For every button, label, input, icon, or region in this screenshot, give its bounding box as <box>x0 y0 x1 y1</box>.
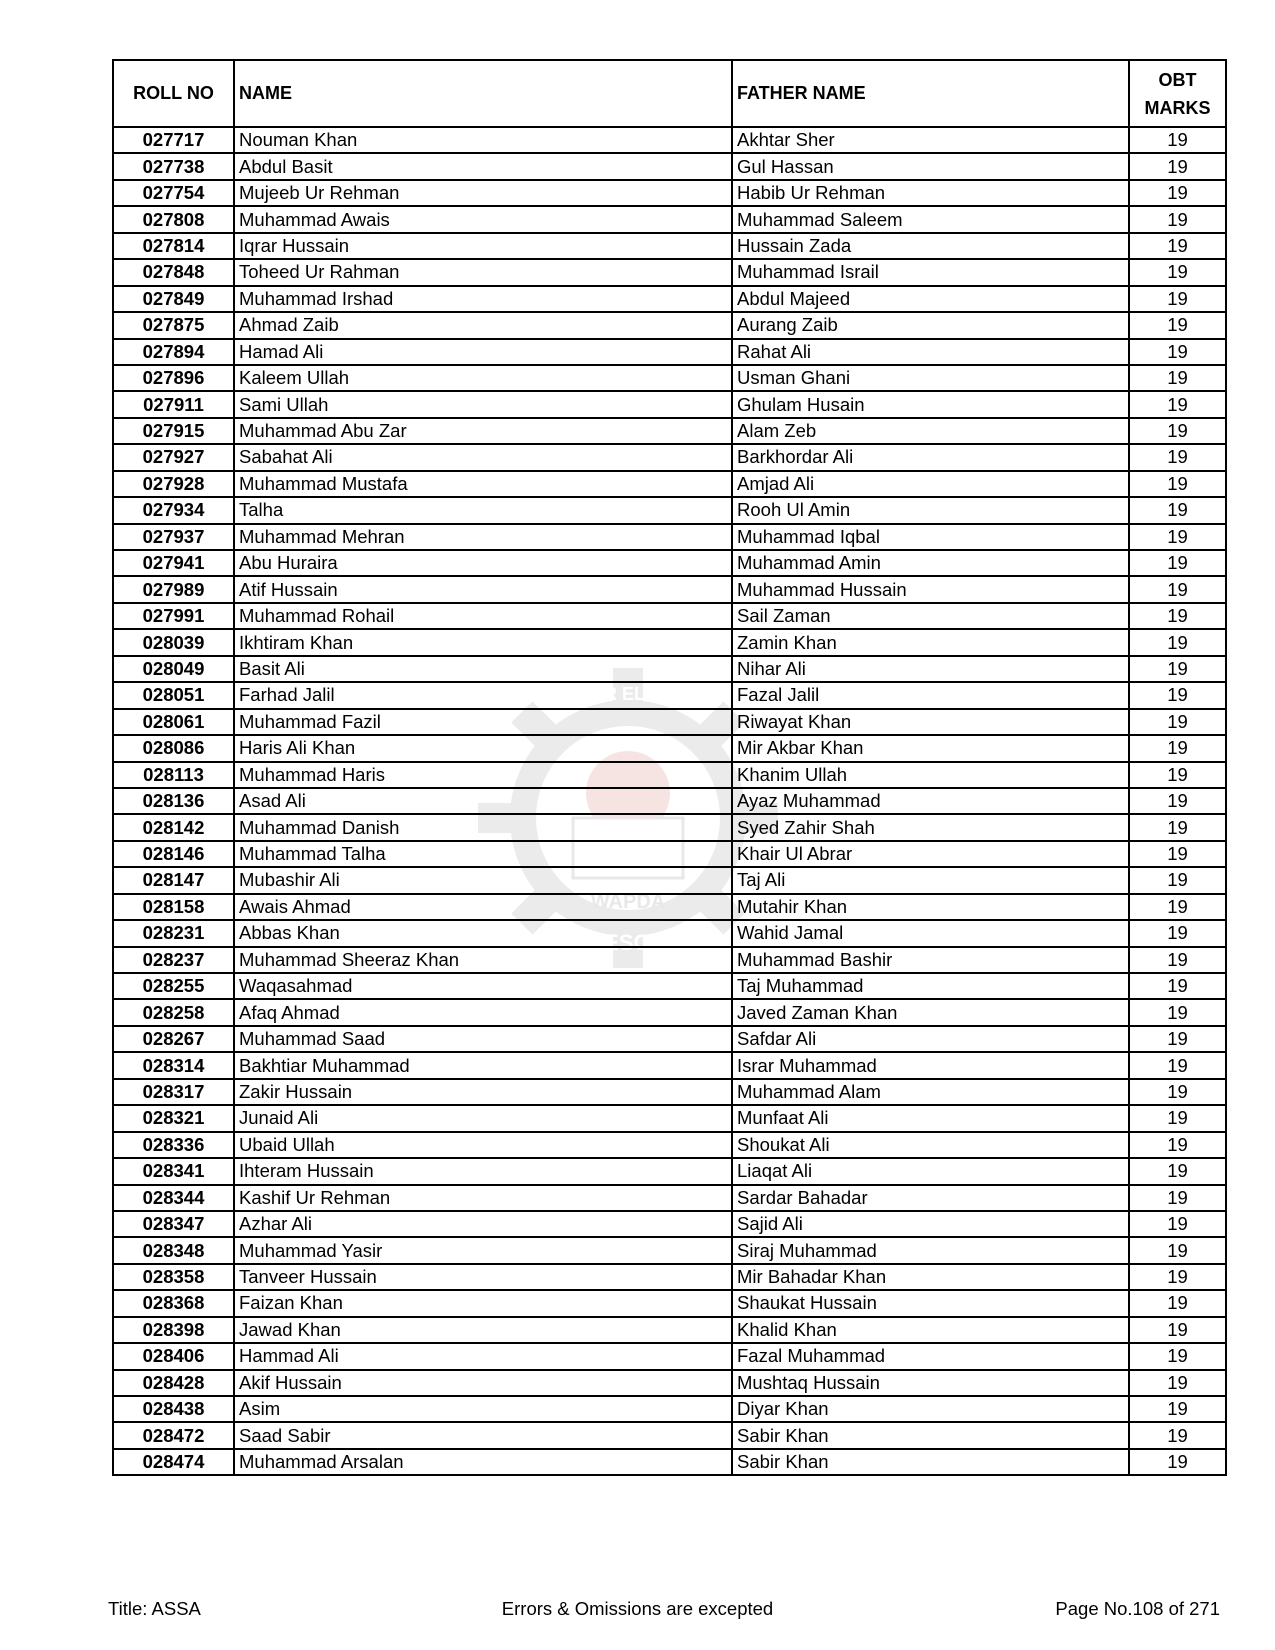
cell-name: Kashif Ur Rehman <box>234 1185 732 1211</box>
cell-roll-no: 028255 <box>113 973 234 999</box>
cell-obt-marks: 19 <box>1129 1185 1226 1211</box>
results-table <box>112 59 1227 1476</box>
table-row <box>113 471 1226 497</box>
cell-roll-no: 027717 <box>113 127 234 153</box>
cell-father-name: Munfaat Ali <box>732 1105 1129 1131</box>
cell-father-name: Rooh Ul Amin <box>732 497 1129 523</box>
header-obt-line1: OBT <box>1158 69 1197 90</box>
table-row <box>113 1132 1226 1158</box>
table-row <box>113 312 1226 338</box>
cell-father-name: Taj Muhammad <box>732 973 1129 999</box>
cell-obt-marks: 19 <box>1129 1052 1226 1078</box>
table-row <box>113 1343 1226 1369</box>
cell-obt-marks: 19 <box>1129 153 1226 179</box>
table-row <box>113 339 1226 365</box>
cell-roll-no: 028344 <box>113 1185 234 1211</box>
cell-father-name: Muhammad Alam <box>732 1079 1129 1105</box>
cell-name: Basit Ali <box>234 656 732 682</box>
cell-name: Waqasahmad <box>234 973 732 999</box>
cell-roll-no: 028321 <box>113 1105 234 1131</box>
cell-obt-marks: 19 <box>1129 1132 1226 1158</box>
cell-obt-marks: 19 <box>1129 206 1226 232</box>
table-row <box>113 1185 1226 1211</box>
cell-father-name: Ayaz Muhammad <box>732 788 1129 814</box>
table-row <box>113 682 1226 708</box>
cell-father-name: Abdul Majeed <box>732 286 1129 312</box>
cell-roll-no: 028474 <box>113 1449 234 1475</box>
cell-father-name: Wahid Jamal <box>732 920 1129 946</box>
cell-obt-marks: 19 <box>1129 1105 1226 1131</box>
table-row <box>113 814 1226 840</box>
cell-roll-no: 027875 <box>113 312 234 338</box>
cell-roll-no: 028146 <box>113 841 234 867</box>
cell-obt-marks: 19 <box>1129 180 1226 206</box>
cell-roll-no: 027754 <box>113 180 234 206</box>
cell-name: Abdul Basit <box>234 153 732 179</box>
cell-roll-no: 027941 <box>113 550 234 576</box>
table-row <box>113 1158 1226 1184</box>
cell-father-name: Sabir Khan <box>732 1449 1129 1475</box>
header-obt-line2: MARKS <box>1144 97 1211 118</box>
cell-roll-no: 027915 <box>113 418 234 444</box>
cell-roll-no: 028341 <box>113 1158 234 1184</box>
header-father-name: FATHER NAME <box>732 60 1129 127</box>
table-row <box>113 1237 1226 1263</box>
table-row <box>113 973 1226 999</box>
cell-roll-no: 028158 <box>113 894 234 920</box>
table-row <box>113 444 1226 470</box>
cell-name: Hammad Ali <box>234 1343 732 1369</box>
table-row <box>113 1052 1226 1078</box>
table-row <box>113 391 1226 417</box>
cell-obt-marks: 19 <box>1129 894 1226 920</box>
watermark-bottom-text: PESCO <box>589 930 667 955</box>
cell-name: Muhammad Fazil <box>234 709 732 735</box>
cell-name: Ahmad Zaib <box>234 312 732 338</box>
cell-name: Muhammad Abu Zar <box>234 418 732 444</box>
cell-name: Muhammad Irshad <box>234 286 732 312</box>
cell-name: Faizan Khan <box>234 1290 732 1316</box>
cell-father-name: Mushtaq Hussain <box>732 1370 1129 1396</box>
table-row <box>113 497 1226 523</box>
cell-name: Muhammad Sheeraz Khan <box>234 947 732 973</box>
table-row <box>113 1290 1226 1316</box>
cell-name: Muhammad Saad <box>234 1026 732 1052</box>
cell-name: Nouman Khan <box>234 127 732 153</box>
cell-father-name: Amjad Ali <box>732 471 1129 497</box>
cell-father-name: Usman Ghani <box>732 365 1129 391</box>
cell-obt-marks: 19 <box>1129 1370 1226 1396</box>
cell-name: Ubaid Ullah <box>234 1132 732 1158</box>
cell-roll-no: 028142 <box>113 814 234 840</box>
cell-name: Iqrar Hussain <box>234 233 732 259</box>
cell-name: Muhammad Rohail <box>234 603 732 629</box>
cell-father-name: Muhammad Bashir <box>732 947 1129 973</box>
table-row <box>113 841 1226 867</box>
cell-name: Awais Ahmad <box>234 894 732 920</box>
table-row <box>113 418 1226 444</box>
cell-name: Muhammad Yasir <box>234 1237 732 1263</box>
cell-obt-marks: 19 <box>1129 1237 1226 1263</box>
table-row <box>113 550 1226 576</box>
cell-father-name: Shoukat Ali <box>732 1132 1129 1158</box>
cell-obt-marks: 19 <box>1129 1343 1226 1369</box>
table-row <box>113 1026 1226 1052</box>
cell-name: Tanveer Hussain <box>234 1264 732 1290</box>
cell-father-name: Mir Akbar Khan <box>732 735 1129 761</box>
cell-roll-no: 027894 <box>113 339 234 365</box>
cell-father-name: Muhammad Saleem <box>732 206 1129 232</box>
cell-roll-no: 027738 <box>113 153 234 179</box>
cell-roll-no: 028336 <box>113 1132 234 1158</box>
cell-obt-marks: 19 <box>1129 127 1226 153</box>
cell-obt-marks: 19 <box>1129 841 1226 867</box>
cell-roll-no: 028358 <box>113 1264 234 1290</box>
cell-name: Mujeeb Ur Rehman <box>234 180 732 206</box>
table-row <box>113 233 1226 259</box>
table-row <box>113 153 1226 179</box>
cell-obt-marks: 19 <box>1129 1317 1226 1343</box>
cell-roll-no: 027849 <box>113 286 234 312</box>
cell-obt-marks: 19 <box>1129 1158 1226 1184</box>
table-body <box>113 127 1226 1475</box>
table-row <box>113 524 1226 550</box>
cell-father-name: Siraj Muhammad <box>732 1237 1129 1263</box>
cell-roll-no: 028039 <box>113 629 234 655</box>
cell-name: Hamad Ali <box>234 339 732 365</box>
cell-obt-marks: 19 <box>1129 444 1226 470</box>
cell-father-name: Ghulam Husain <box>732 391 1129 417</box>
footer-title: Title: ASSA <box>108 1598 201 1619</box>
table-row <box>113 629 1226 655</box>
cell-name: Zakir Hussain <box>234 1079 732 1105</box>
cell-obt-marks: 19 <box>1129 339 1226 365</box>
cell-name: Atif Hussain <box>234 576 732 602</box>
table-row <box>113 206 1226 232</box>
cell-name: Sabahat Ali <box>234 444 732 470</box>
cell-name: Abbas Khan <box>234 920 732 946</box>
cell-father-name: Sail Zaman <box>732 603 1129 629</box>
cell-roll-no: 028049 <box>113 656 234 682</box>
cell-obt-marks: 19 <box>1129 365 1226 391</box>
table-row <box>113 1449 1226 1475</box>
cell-father-name: Diyar Khan <box>732 1396 1129 1422</box>
cell-name: Saad Sabir <box>234 1422 732 1448</box>
footer-page-number: Page No.108 of 271 <box>1055 1598 1220 1619</box>
footer-disclaimer: Errors & Omissions are excepted <box>501 1598 774 1619</box>
cell-father-name: Syed Zahir Shah <box>732 814 1129 840</box>
cell-father-name: Akhtar Sher <box>732 127 1129 153</box>
cell-roll-no: 028406 <box>113 1343 234 1369</box>
table-row <box>113 127 1226 153</box>
cell-name: Haris Ali Khan <box>234 735 732 761</box>
cell-obt-marks: 19 <box>1129 1290 1226 1316</box>
table-row <box>113 920 1226 946</box>
cell-name: Asad Ali <box>234 788 732 814</box>
cell-roll-no: 028317 <box>113 1079 234 1105</box>
cell-obt-marks: 19 <box>1129 1396 1226 1422</box>
watermark-top-text: PESHAWAR ELECTRIC SU <box>513 684 743 704</box>
cell-roll-no: 027808 <box>113 206 234 232</box>
cell-name: Jawad Khan <box>234 1317 732 1343</box>
cell-roll-no: 027991 <box>113 603 234 629</box>
cell-father-name: Fazal Muhammad <box>732 1343 1129 1369</box>
cell-father-name: Muhammad Hussain <box>732 576 1129 602</box>
cell-roll-no: 028051 <box>113 682 234 708</box>
table-row <box>113 603 1226 629</box>
table-row <box>113 1422 1226 1448</box>
cell-roll-no: 028258 <box>113 999 234 1025</box>
cell-name: Akif Hussain <box>234 1370 732 1396</box>
cell-roll-no: 027848 <box>113 259 234 285</box>
cell-name: Muhammad Danish <box>234 814 732 840</box>
cell-name: Muhammad Haris <box>234 762 732 788</box>
cell-obt-marks: 19 <box>1129 471 1226 497</box>
cell-obt-marks: 19 <box>1129 682 1226 708</box>
cell-obt-marks: 19 <box>1129 814 1226 840</box>
cell-obt-marks: 19 <box>1129 1079 1226 1105</box>
header-roll-no: ROLL NO <box>113 60 234 127</box>
cell-roll-no: 027911 <box>113 391 234 417</box>
cell-name: Mubashir Ali <box>234 867 732 893</box>
cell-roll-no: 028398 <box>113 1317 234 1343</box>
cell-father-name: Aurang Zaib <box>732 312 1129 338</box>
table-row <box>113 999 1226 1025</box>
cell-father-name: Fazal Jalil <box>732 682 1129 708</box>
table-row <box>113 576 1226 602</box>
table-row <box>113 1396 1226 1422</box>
cell-obt-marks: 19 <box>1129 947 1226 973</box>
cell-roll-no: 028368 <box>113 1290 234 1316</box>
cell-name: Muhammad Mustafa <box>234 471 732 497</box>
cell-father-name: Safdar Ali <box>732 1026 1129 1052</box>
cell-roll-no: 027989 <box>113 576 234 602</box>
cell-obt-marks: 19 <box>1129 1264 1226 1290</box>
cell-obt-marks: 19 <box>1129 286 1226 312</box>
cell-obt-marks: 19 <box>1129 312 1226 338</box>
cell-name: Abu Huraira <box>234 550 732 576</box>
cell-father-name: Shaukat Hussain <box>732 1290 1129 1316</box>
cell-obt-marks: 19 <box>1129 656 1226 682</box>
cell-father-name: Sardar Bahadar <box>732 1185 1129 1211</box>
cell-name: Talha <box>234 497 732 523</box>
cell-obt-marks: 19 <box>1129 920 1226 946</box>
cell-name: Toheed Ur Rahman <box>234 259 732 285</box>
cell-father-name: Muhammad Israil <box>732 259 1129 285</box>
cell-father-name: Taj Ali <box>732 867 1129 893</box>
cell-obt-marks: 19 <box>1129 973 1226 999</box>
cell-roll-no: 028314 <box>113 1052 234 1078</box>
cell-father-name: Liaqat Ali <box>732 1158 1129 1184</box>
cell-roll-no: 027896 <box>113 365 234 391</box>
cell-father-name: Muhammad Amin <box>732 550 1129 576</box>
table-row <box>113 735 1226 761</box>
cell-father-name: Israr Muhammad <box>732 1052 1129 1078</box>
cell-obt-marks: 19 <box>1129 391 1226 417</box>
cell-obt-marks: 19 <box>1129 1211 1226 1237</box>
cell-obt-marks: 19 <box>1129 1422 1226 1448</box>
cell-roll-no: 028438 <box>113 1396 234 1422</box>
table-row <box>113 1105 1226 1131</box>
table-row <box>113 894 1226 920</box>
cell-name: Ikhtiram Khan <box>234 629 732 655</box>
cell-roll-no: 027928 <box>113 471 234 497</box>
cell-obt-marks: 19 <box>1129 524 1226 550</box>
table-row <box>113 259 1226 285</box>
cell-father-name: Javed Zaman Khan <box>732 999 1129 1025</box>
cell-roll-no: 028136 <box>113 788 234 814</box>
cell-roll-no: 028231 <box>113 920 234 946</box>
header-name: NAME <box>234 60 732 127</box>
cell-father-name: Sajid Ali <box>732 1211 1129 1237</box>
cell-obt-marks: 19 <box>1129 603 1226 629</box>
cell-name: Bakhtiar Muhammad <box>234 1052 732 1078</box>
cell-father-name: Zamin Khan <box>732 629 1129 655</box>
table-row <box>113 867 1226 893</box>
cell-obt-marks: 19 <box>1129 497 1226 523</box>
cell-obt-marks: 19 <box>1129 1026 1226 1052</box>
cell-roll-no: 028113 <box>113 762 234 788</box>
cell-obt-marks: 19 <box>1129 867 1226 893</box>
cell-name: Afaq Ahmad <box>234 999 732 1025</box>
cell-obt-marks: 19 <box>1129 735 1226 761</box>
cell-father-name: Habib Ur Rehman <box>732 180 1129 206</box>
cell-name: Muhammad Talha <box>234 841 732 867</box>
cell-obt-marks: 19 <box>1129 629 1226 655</box>
cell-name: Muhammad Arsalan <box>234 1449 732 1475</box>
table-row <box>113 365 1226 391</box>
cell-name: Kaleem Ullah <box>234 365 732 391</box>
cell-roll-no: 028086 <box>113 735 234 761</box>
table-row <box>113 1211 1226 1237</box>
cell-name: Azhar Ali <box>234 1211 732 1237</box>
cell-roll-no: 027927 <box>113 444 234 470</box>
cell-roll-no: 028237 <box>113 947 234 973</box>
table-header-row <box>113 60 1226 127</box>
cell-obt-marks: 19 <box>1129 788 1226 814</box>
cell-roll-no: 028348 <box>113 1237 234 1263</box>
cell-roll-no: 028472 <box>113 1422 234 1448</box>
cell-obt-marks: 19 <box>1129 233 1226 259</box>
cell-father-name: Khair Ul Abrar <box>732 841 1129 867</box>
table-row <box>113 1317 1226 1343</box>
cell-father-name: Rahat Ali <box>732 339 1129 365</box>
watermark-mid-text: WAPDA <box>590 891 666 913</box>
cell-roll-no: 028147 <box>113 867 234 893</box>
cell-roll-no: 027934 <box>113 497 234 523</box>
cell-roll-no: 028428 <box>113 1370 234 1396</box>
cell-father-name: Riwayat Khan <box>732 709 1129 735</box>
cell-roll-no: 027814 <box>113 233 234 259</box>
cell-obt-marks: 19 <box>1129 259 1226 285</box>
cell-name: Asim <box>234 1396 732 1422</box>
cell-roll-no: 028267 <box>113 1026 234 1052</box>
table-row <box>113 788 1226 814</box>
cell-obt-marks: 19 <box>1129 1449 1226 1475</box>
cell-obt-marks: 19 <box>1129 418 1226 444</box>
cell-name: Farhad Jalil <box>234 682 732 708</box>
cell-father-name: Gul Hassan <box>732 153 1129 179</box>
table-row <box>113 180 1226 206</box>
cell-father-name: Hussain Zada <box>732 233 1129 259</box>
cell-obt-marks: 19 <box>1129 709 1226 735</box>
cell-father-name: Mutahir Khan <box>732 894 1129 920</box>
cell-obt-marks: 19 <box>1129 576 1226 602</box>
table-row <box>113 709 1226 735</box>
cell-roll-no: 027937 <box>113 524 234 550</box>
cell-name: Junaid Ali <box>234 1105 732 1131</box>
cell-father-name: Nihar Ali <box>732 656 1129 682</box>
cell-father-name: Mir Bahadar Khan <box>732 1264 1129 1290</box>
cell-name: Ihteram Hussain <box>234 1158 732 1184</box>
header-obt-marks <box>1129 60 1226 127</box>
table-row <box>113 947 1226 973</box>
cell-name: Muhammad Mehran <box>234 524 732 550</box>
cell-father-name: Muhammad Iqbal <box>732 524 1129 550</box>
table-row <box>113 1264 1226 1290</box>
cell-name: Sami Ullah <box>234 391 732 417</box>
cell-father-name: Sabir Khan <box>732 1422 1129 1448</box>
table-row <box>113 1370 1226 1396</box>
cell-obt-marks: 19 <box>1129 999 1226 1025</box>
table-row <box>113 656 1226 682</box>
cell-father-name: Alam Zeb <box>732 418 1129 444</box>
cell-obt-marks: 19 <box>1129 762 1226 788</box>
cell-obt-marks: 19 <box>1129 550 1226 576</box>
table-row <box>113 286 1226 312</box>
cell-roll-no: 028061 <box>113 709 234 735</box>
table-row <box>113 1079 1226 1105</box>
cell-father-name: Barkhordar Ali <box>732 444 1129 470</box>
cell-name: Muhammad Awais <box>234 206 732 232</box>
cell-father-name: Khanim Ullah <box>732 762 1129 788</box>
cell-father-name: Khalid Khan <box>732 1317 1129 1343</box>
table-row <box>113 762 1226 788</box>
cell-roll-no: 028347 <box>113 1211 234 1237</box>
